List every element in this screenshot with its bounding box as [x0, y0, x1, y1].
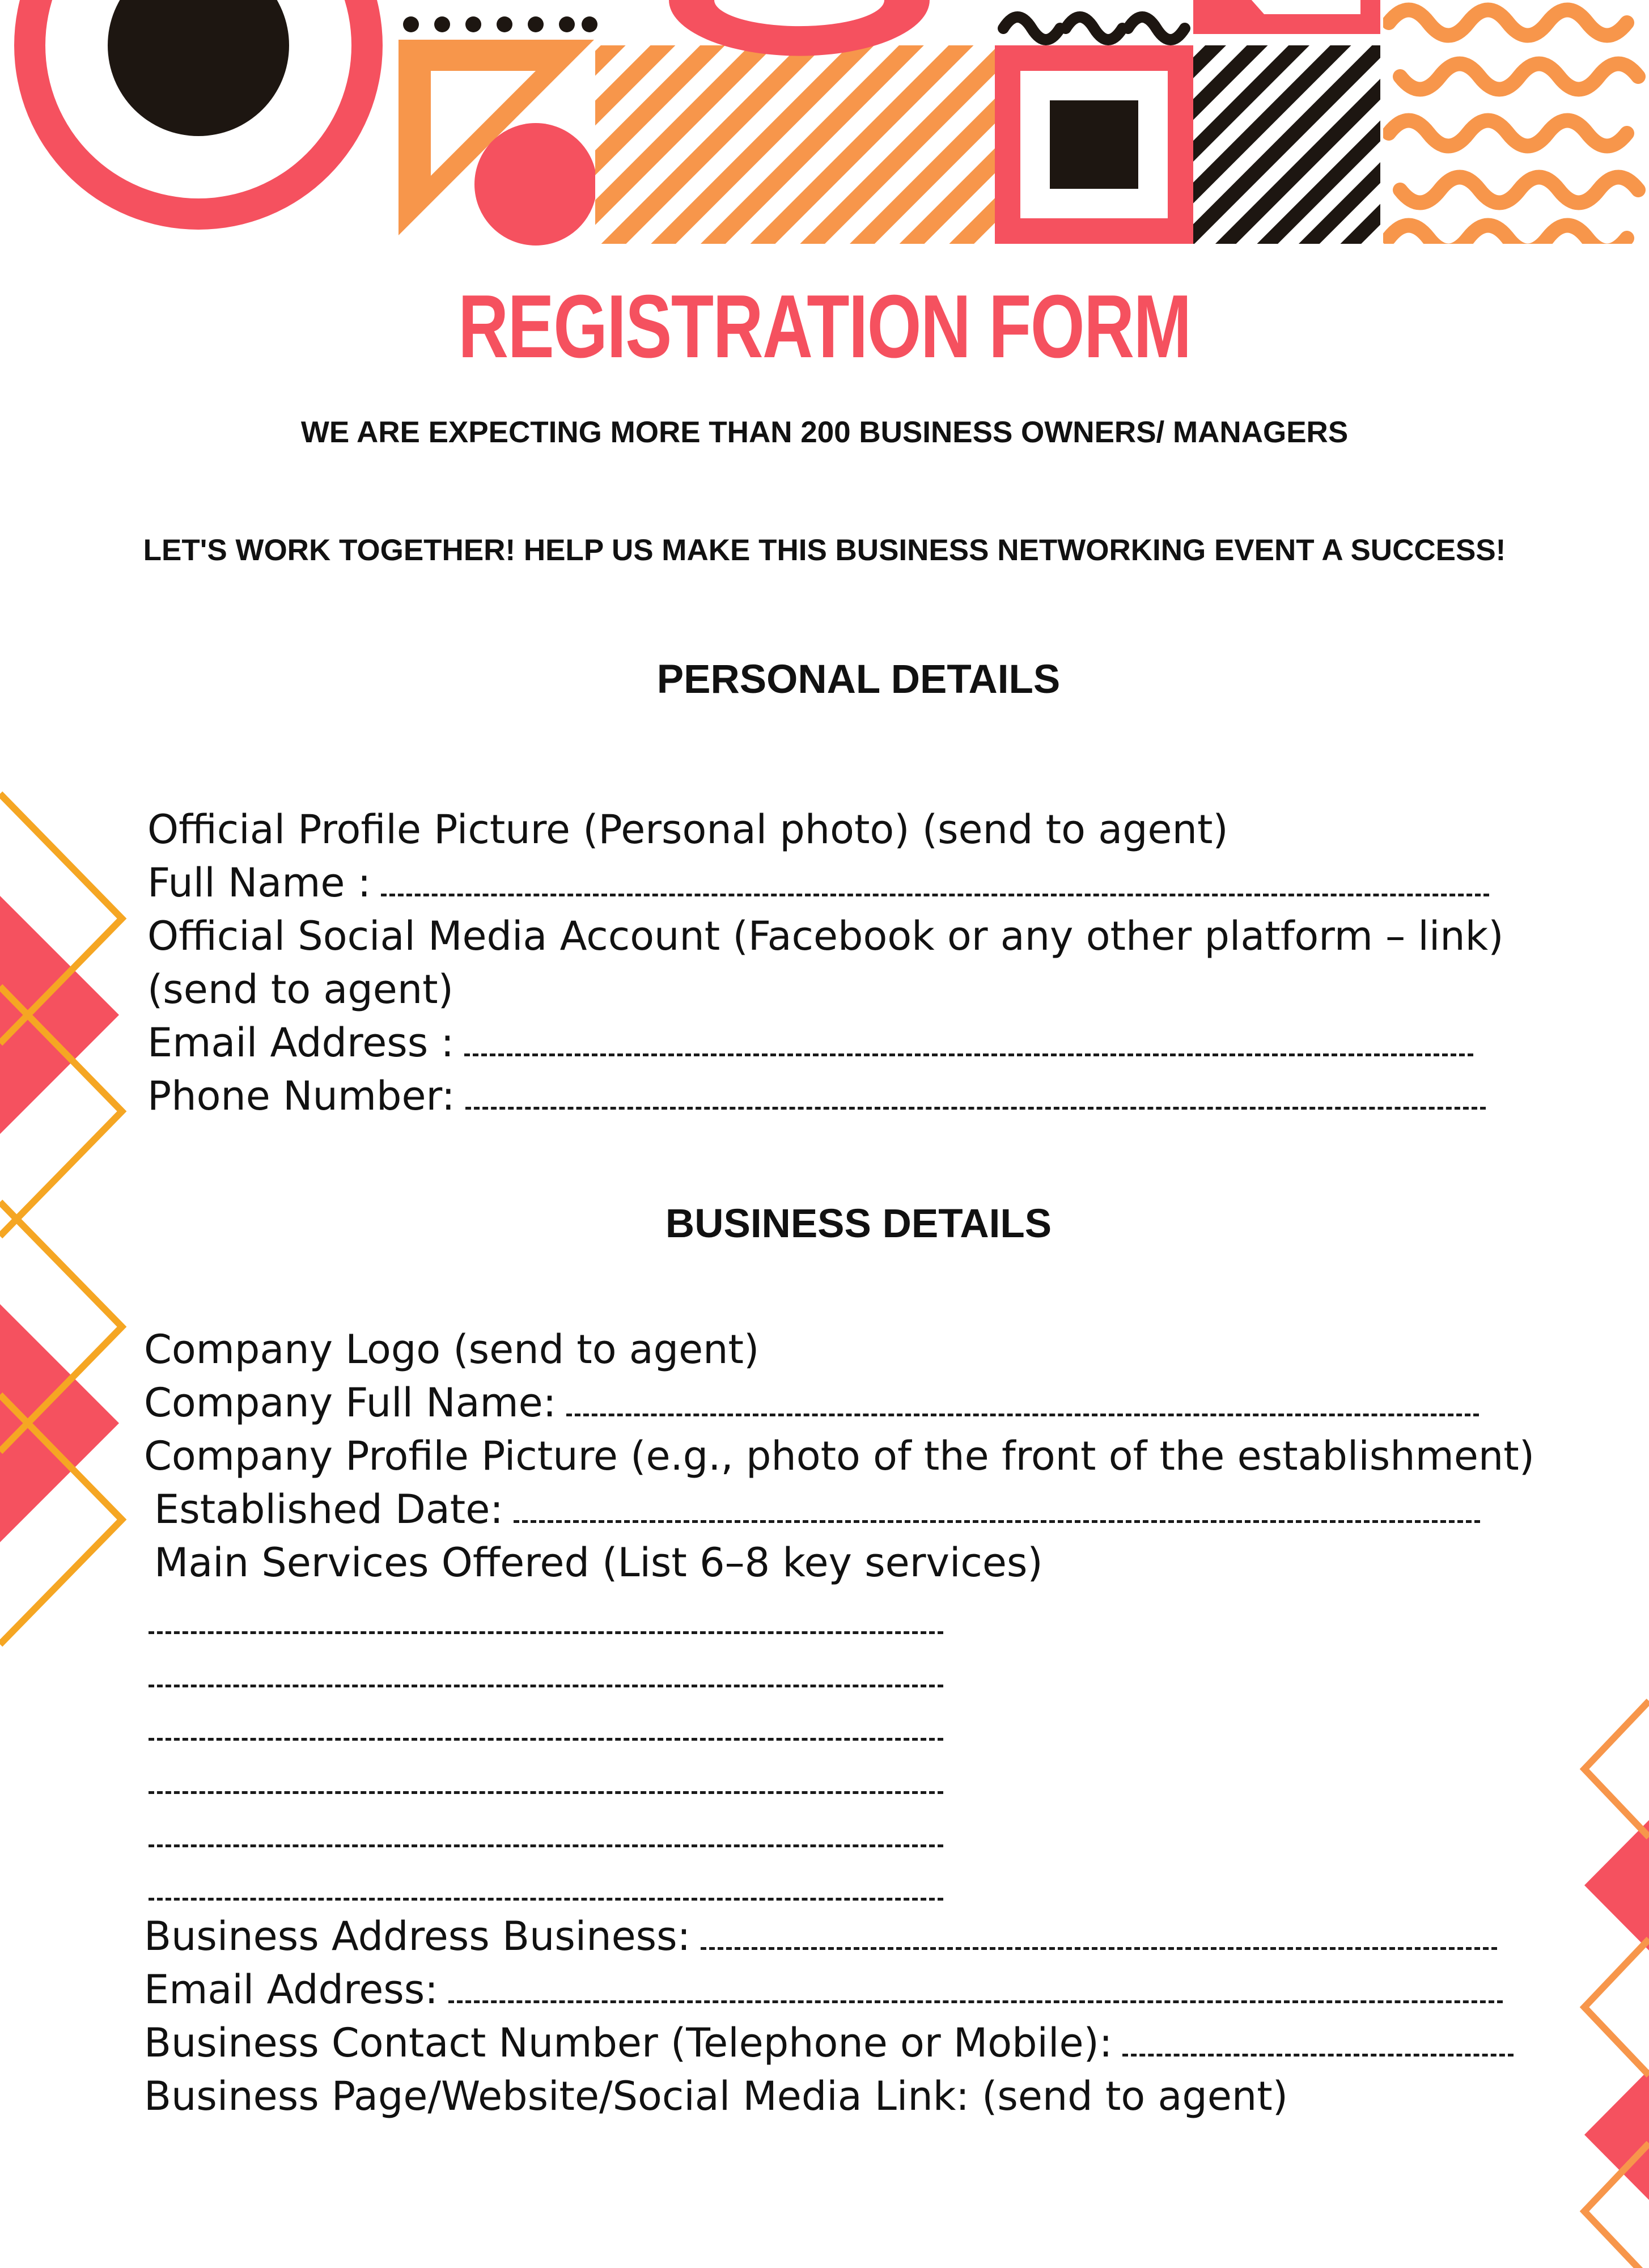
business-address-field[interactable] — [144, 1913, 1497, 1960]
subtitle-work-together: LET'S WORK TOGETHER! HELP US MAKE THIS BUSINESS NETWORKING EVENT A SUCCESS! — [143, 534, 1506, 567]
phone-label: Phone Number: — [147, 1073, 455, 1119]
established-date-field[interactable] — [154, 1486, 1480, 1533]
company-profile-picture-line — [144, 1433, 1535, 1479]
full-name-field[interactable] — [147, 860, 1489, 906]
established-date-label: Established Date: — [154, 1486, 503, 1533]
social-media-line — [147, 913, 1504, 959]
email-blank[interactable] — [464, 1024, 1473, 1056]
company-name-label: Company Full Name: — [144, 1380, 557, 1426]
business-details-heading: BUSINESS DETAILS — [665, 1201, 1052, 1246]
orange-stripe-block — [595, 45, 995, 244]
personal-details-heading: PERSONAL DETAILS — [656, 657, 1061, 702]
full-name-label: Full Name : — [147, 860, 371, 906]
business-address-blank[interactable] — [701, 1918, 1497, 1950]
phone-blank[interactable] — [465, 1077, 1486, 1110]
social-media-label: Official Social Media Account (Facebook or any other platform – link) — [147, 913, 1504, 959]
business-contact-field[interactable] — [144, 2020, 1514, 2066]
subtitle-expecting: WE ARE EXPECTING MORE THAN 200 BUSINESS OWNERS/ MANAGERS — [300, 416, 1349, 449]
services-label: Main Services Offered (List 6–8 key services) — [154, 1539, 1043, 1586]
profile-picture-line — [147, 806, 1228, 853]
service-blank-2[interactable] — [149, 1685, 943, 1687]
orange-squiggle-icon — [1389, 10, 1638, 250]
header-pattern-banner — [0, 0, 1649, 249]
phone-field[interactable] — [147, 1073, 1486, 1119]
company-name-blank[interactable] — [566, 1384, 1479, 1416]
company-name-field[interactable] — [144, 1380, 1479, 1426]
email-label: Email Address : — [147, 1019, 455, 1066]
service-blank-5[interactable] — [149, 1844, 943, 1847]
framed-square-icon — [995, 45, 1193, 244]
company-logo-label: Company Logo (send to agent) — [144, 1326, 760, 1373]
services-line — [154, 1539, 1043, 1586]
business-email-label: Email Address: — [144, 1966, 438, 2013]
dot-row-icon — [403, 16, 597, 32]
company-profile-picture-label: Company Profile Picture (e.g., photo of the front of the establishment) — [144, 1433, 1535, 1479]
full-name-blank[interactable] — [381, 864, 1489, 896]
social-media-note-line — [147, 966, 453, 1013]
business-contact-label: Business Contact Number (Telephone or Mobile): — [144, 2020, 1113, 2066]
business-email-field[interactable] — [144, 1966, 1503, 2013]
business-website-label: Business Page/Website/Social Media Link: (send to agent) — [144, 2073, 1288, 2119]
business-contact-blank[interactable] — [1122, 2024, 1514, 2057]
service-blank-6[interactable] — [149, 1898, 943, 1901]
profile-picture-label: Official Profile Picture (Personal photo) (send to agent) — [147, 806, 1228, 853]
page-title: REGISTRATION FORM — [458, 277, 1191, 376]
black-squiggle-icon — [1003, 17, 1185, 40]
established-date-blank[interactable] — [514, 1491, 1480, 1523]
business-website-line — [144, 2073, 1288, 2119]
email-field[interactable] — [147, 1019, 1473, 1066]
black-stripe-block — [1193, 45, 1380, 244]
service-blank-4[interactable] — [149, 1791, 943, 1794]
company-logo-line — [144, 1326, 760, 1373]
business-address-label: Business Address Business: — [144, 1913, 691, 1960]
service-blank-1[interactable] — [149, 1631, 943, 1634]
service-blank-3[interactable] — [149, 1738, 943, 1741]
business-email-blank[interactable] — [448, 1971, 1503, 2003]
coral-frame-icon — [1193, 0, 1380, 34]
social-media-note: (send to agent) — [147, 966, 453, 1013]
coral-circle-icon — [474, 123, 597, 246]
left-diamond-decoration — [0, 0, 130, 1656]
